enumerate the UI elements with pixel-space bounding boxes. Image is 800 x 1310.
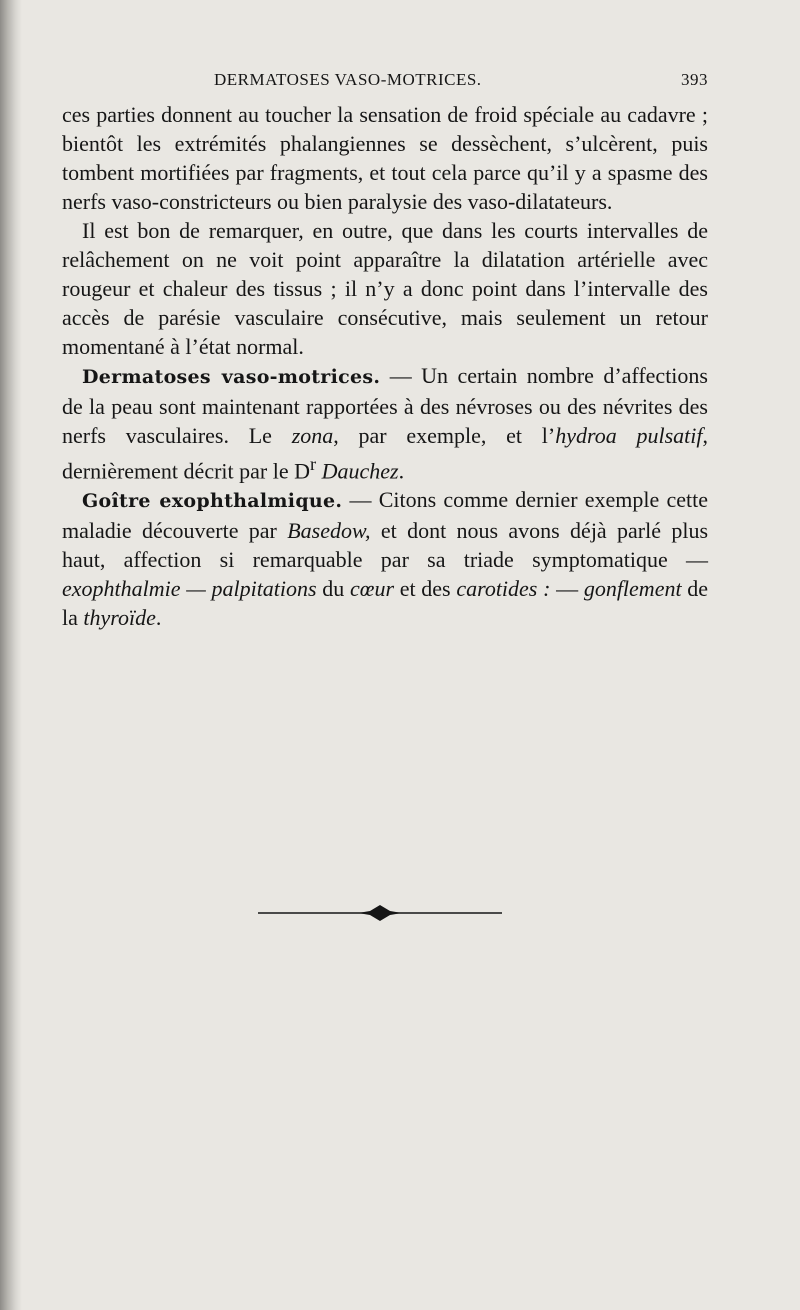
goitre-text-5: — xyxy=(550,576,584,602)
dermatoses-italic-zona: zona xyxy=(291,423,334,448)
page-number: 393 xyxy=(681,70,708,89)
paragraph-1-text: ces parties donnent au toucher la sensation de froid spéciale au cadavre ; bientôt les extrémités phalangiennes se dessèchent, s’ulcèrent, puis tombent mortifiées par fragments, et tout cela parce qu’il y a spasme des nerfs vaso-constricteurs ou bien paralysie des vaso-dilatateurs. xyxy=(62,102,708,214)
dermatoses-italic-hydroa: hydroa pulsatif xyxy=(555,423,703,448)
paragraph-goitre xyxy=(62,485,708,632)
diamond-rule-ornament-icon xyxy=(258,905,502,921)
paragraph-dermatoses xyxy=(62,361,708,485)
paragraph-2 xyxy=(62,216,708,361)
goitre-text-1: — Citons comme dernier exemple cette maladie découverte par xyxy=(62,487,708,544)
dermatoses-text-4: . xyxy=(398,458,405,484)
running-title: DERMATOSES VASO-MOTRICES. xyxy=(214,70,482,89)
goitre-text-4: et des xyxy=(394,576,457,602)
goitre-text-2: et dont nous avons déjà parlé plus haut, affection si remarquable par sa triade symptomatique — xyxy=(62,518,708,573)
dermatoses-superscript: r xyxy=(309,454,317,474)
goitre-text-3: du xyxy=(316,576,351,602)
goitre-text-7: . xyxy=(155,605,162,631)
goitre-italic-carotides: carotides : xyxy=(456,576,551,602)
paragraph-1 xyxy=(62,100,708,216)
paragraph-2-text: Il est bon de remarquer, en outre, que dans les courts intervalles de relâchement on ne voit point apparaître la dilatation artérielle avec rougeur et chaleur des tissus ; il n’y a donc point dans l’intervalle des accès de parésie vasculaire consécutive, mais seulement un retour momentané à l’état normal. xyxy=(62,218,708,359)
dermatoses-italic-author: Dauchez xyxy=(321,458,399,484)
goitre-italic-basedow: Basedow, xyxy=(287,518,371,544)
goitre-text-6: de la xyxy=(62,576,709,631)
book-page xyxy=(62,70,708,632)
section-heading-goitre: Goître exophthalmique. xyxy=(82,490,343,513)
goitre-italic-coeur: cœur xyxy=(350,576,395,602)
goitre-italic-gonflement: gonflement xyxy=(583,576,682,602)
goitre-italic-thyroide: thyroïde xyxy=(83,605,156,631)
goitre-italic-symptoms: exophthalmie — palpitations xyxy=(62,576,317,602)
dermatoses-text-2: , par exemple, et l’ xyxy=(333,423,556,448)
dermatoses-text-1: — Un certain nombre d’affections de la peau sont maintenant rapportées à des névroses ou des névrites des nerfs vasculaires. Le xyxy=(62,363,708,448)
page-binding-shadow xyxy=(0,0,22,1310)
section-heading-dermatoses: Dermatoses vaso-motrices. xyxy=(82,366,381,388)
running-header xyxy=(62,70,708,100)
dermatoses-text-3: , dernièrement décrit par le D xyxy=(62,423,708,484)
